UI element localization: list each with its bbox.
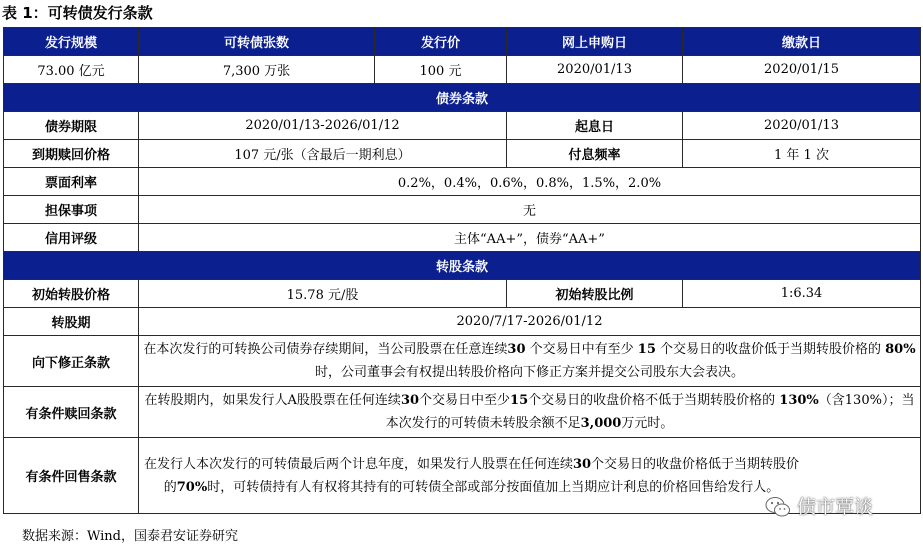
coupon-row <box>4 168 921 196</box>
row-label: 信用评级 <box>4 224 139 252</box>
conversion-price-row <box>4 280 921 308</box>
source-note: 数据来源：Wind，国泰君安证券研究 <box>22 529 238 544</box>
row-label: 转股期 <box>4 308 139 336</box>
row-label: 担保事项 <box>4 196 139 224</box>
header-row <box>4 28 921 56</box>
rating-row <box>4 224 921 252</box>
row-label: 向下修正条款 <box>4 336 139 387</box>
value-cell: 15.78 元/股 <box>139 280 507 308</box>
bond-term-row <box>4 112 921 140</box>
header-cell: 缴款日 <box>683 28 921 56</box>
value-cell: 1 年 1 次 <box>683 140 921 168</box>
clause-text: 在发行人本次发行的可转债最后两个计息年度，如果发行人股票在任何连续30个交易日的收盘价格低于当期转股价的70%时，可转债持有人有权将其持有的可转债全部或部分按面值加上当期应计利息的价格回售给发行人。 <box>139 438 921 514</box>
value-cell: 107 元/张（含最后一期利息） <box>139 140 507 168</box>
section-row-conversion <box>4 252 921 280</box>
value-cell: 2020/7/17-2026/01/12 <box>139 308 921 336</box>
value-cell: 0.2%，0.4%，0.6%，0.8%，1.5%，2.0% <box>139 168 921 196</box>
row-label: 付息频率 <box>507 140 683 168</box>
row-label: 初始转股比例 <box>507 280 683 308</box>
clause-text: 在转股期内，如果发行人A股股票在任何连续30个交易日中至少15个交易日的收盘价格不低于当期转股价格的 130%（含130%）；当本次发行的可转债未转股余额不足3,000万元时。 <box>139 387 921 438</box>
issue-values-row <box>4 56 921 84</box>
conditional-redemption-row <box>4 387 921 438</box>
downward-revision-row <box>4 336 921 387</box>
section-title: 转股条款 <box>4 252 921 280</box>
row-label: 票面利率 <box>4 168 139 196</box>
value-cell: 73.00 亿元 <box>4 56 139 84</box>
value-cell: 2020/01/13 <box>507 56 683 84</box>
redeem-row <box>4 140 921 168</box>
watermark-text: 债市覃谈 <box>797 496 874 518</box>
row-label: 初始转股价格 <box>4 280 139 308</box>
header-cell: 网上申购日 <box>507 28 683 56</box>
value-cell: 2020/01/13 <box>683 112 921 140</box>
value-cell: 2020/01/15 <box>683 56 921 84</box>
row-label: 有条件回售条款 <box>4 438 139 514</box>
row-label: 起息日 <box>507 112 683 140</box>
header-cell: 可转债张数 <box>139 28 375 56</box>
watermark <box>765 494 873 520</box>
row-label: 到期赎回价格 <box>4 140 139 168</box>
value-cell: 7,300 万张 <box>139 56 375 84</box>
section-title: 债券条款 <box>4 84 921 112</box>
guarantee-row <box>4 196 921 224</box>
section-row-bond <box>4 84 921 112</box>
value-cell: 100 元 <box>375 56 507 84</box>
table-title: 表 1：可转债发行条款 <box>2 4 153 22</box>
row-label: 债券期限 <box>4 112 139 140</box>
bond-terms-table <box>3 27 921 514</box>
value-cell: 无 <box>139 196 921 224</box>
wechat-icon <box>765 496 791 518</box>
row-label: 有条件赎回条款 <box>4 387 139 438</box>
value-cell: 主体“AA+”，债券“AA+” <box>139 224 921 252</box>
value-cell: 2020/01/13-2026/01/12 <box>139 112 507 140</box>
conversion-period-row <box>4 308 921 336</box>
clause-text: 在本次发行的可转换公司债券存续期间，当公司股票在任意连续30 个交易日中有至少 15 个交易日的收盘价低于当期转股价格的 80%时，公司董事会有权提出转股价格向下修正方案并提交公司股东大会表决。 <box>139 336 921 387</box>
header-cell: 发行价 <box>375 28 507 56</box>
header-cell: 发行规模 <box>4 28 139 56</box>
value-cell: 1:6.34 <box>683 280 921 308</box>
